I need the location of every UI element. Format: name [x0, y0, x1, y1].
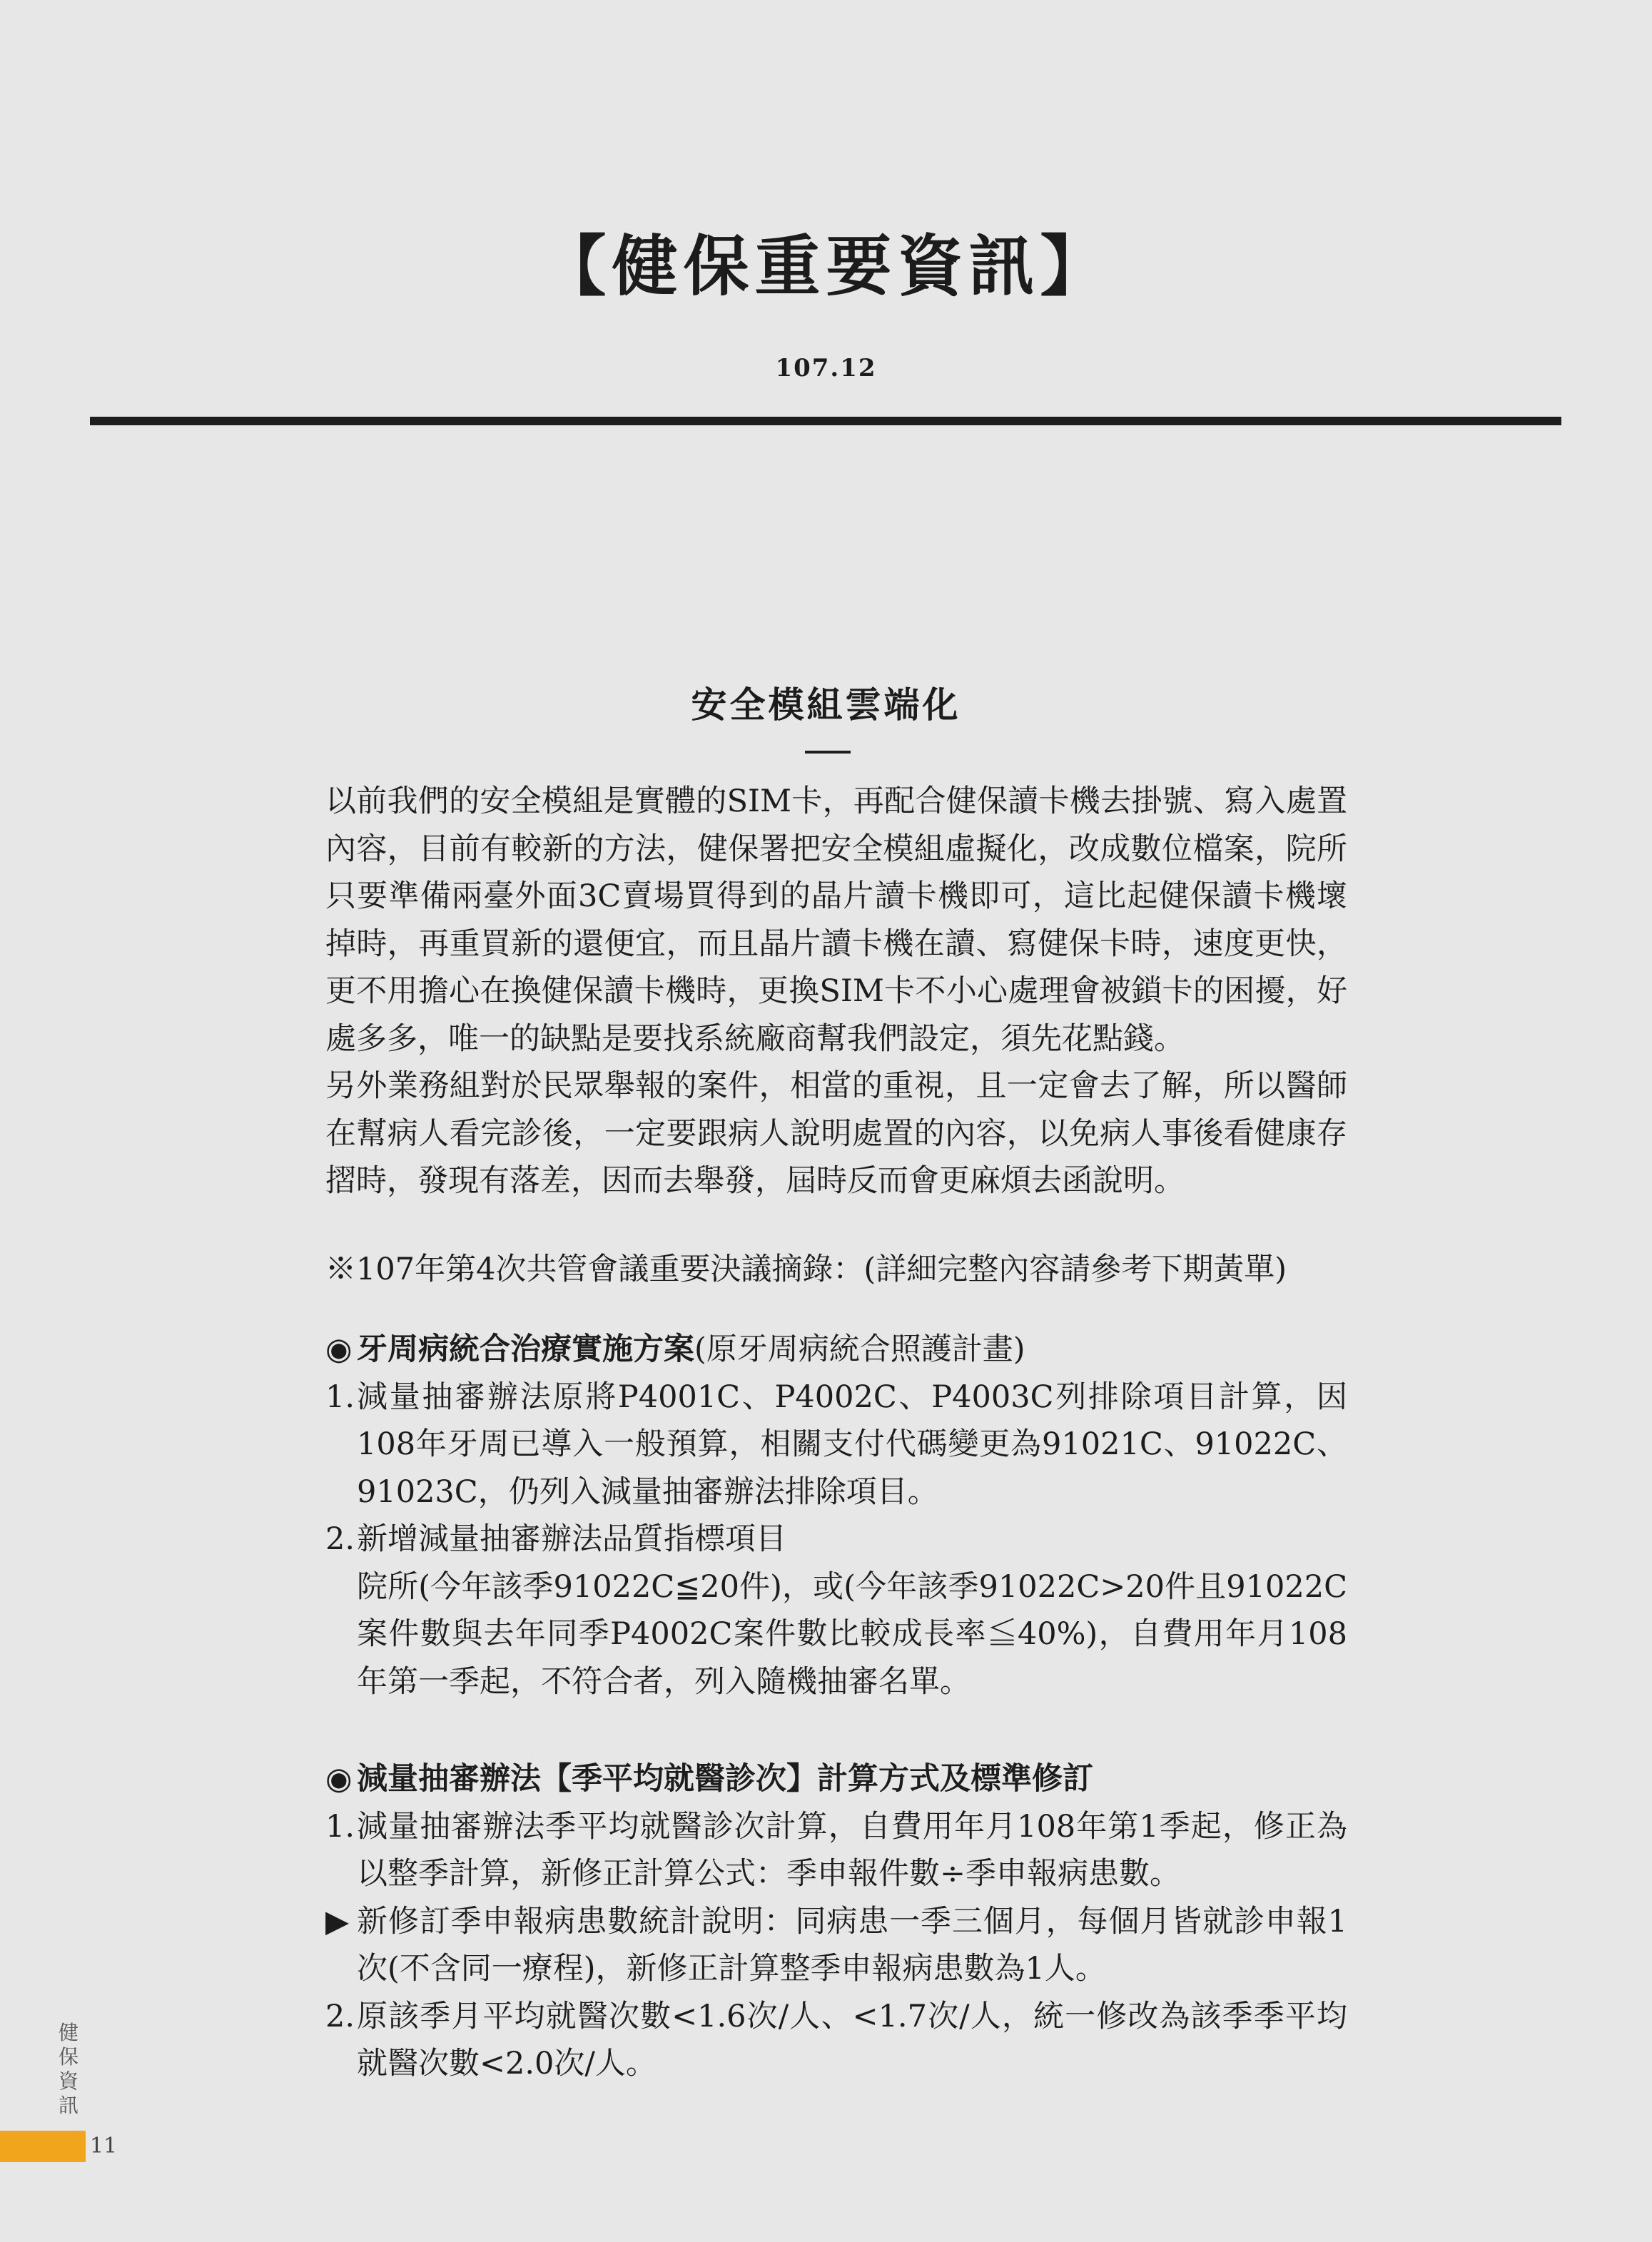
page-accent-bar: [0, 2131, 86, 2162]
section-heading-note: (原牙周病統合照護計畫): [694, 1331, 1025, 1367]
list-item: [325, 1516, 1347, 1563]
item-text: 新修訂季申報病患數統計說明：同病患一季三個月，每個月皆就診申報1次(不含同一療程)，新修正計算整季申報病患數為1人。: [357, 1903, 1347, 1987]
article-paragraph: 另外業務組對於民眾舉報的案件，相當的重視，且一定會去了解，所以醫師在幫病人看完診後，一定要跟病人說明處置的內容，以免病人事後看健康存摺時，發現有落差，因而去舉發，屆時反而會更麻煩去函說明。: [325, 1068, 1347, 1199]
header-divider: [90, 417, 1561, 425]
item-number: 1.: [325, 1808, 355, 1845]
item-text: 原該季月平均就醫次數<1.6次/人、<1.7次/人，統一修改為該季季平均就醫次數<2.0次/人。: [357, 1998, 1347, 2081]
side-section-label: 健保資訊: [58, 2021, 78, 2117]
page-title: 【健保重要資訊】: [540, 228, 1112, 305]
item-text: 院所(今年該季91022C≦20件)，或(今年該季91022C>20件且91022C案件數與去年同季P4002C案件數比較成長率≦40%)，自費用年月108年第一季起，不符合者，列入隨機抽審名單。: [357, 1568, 1347, 1700]
item-number: 1.: [325, 1379, 355, 1415]
page-number: 11: [90, 2134, 118, 2159]
issue-date: 107.12: [775, 354, 877, 382]
item-text: 新增減量抽審辦法品質指標項目: [357, 1521, 786, 1557]
article-paragraph: 以前我們的安全模組是實體的SIM卡，再配合健保讀卡機去掛號、寫入處置內容，目前有較新的方法，健保署把安全模組虛擬化，改成數位檔案，院所只要準備兩臺外面3C賣場買得到的晶片讀卡機即可，這比起健保讀卡機壞掉時，再重買新的還便宜，而且晶片讀卡機在讀、寫健保卡時，速度更快，更不用擔心在換健保讀卡機時，更換SIM卡不小心處理會被鎖卡的困擾，好處多多，唯一的缺點是要找系統廠商幫我們設定，須先花點錢。: [325, 783, 1347, 1057]
arrow-marker: ▶: [325, 1903, 350, 1939]
section-heading-bold: 牙周病統合治療實施方案: [357, 1331, 694, 1367]
list-item: [325, 1374, 1347, 1516]
article-body: [325, 778, 1347, 1205]
article-title: 安全模組雲端化: [691, 684, 961, 726]
item-number: 2.: [325, 1998, 355, 2034]
list-item: [325, 1803, 1347, 1898]
section-heading: [325, 1326, 1347, 1374]
list-item: [325, 1563, 1347, 1706]
section-heading: [325, 1755, 1347, 1803]
item-text: 減量抽審辦法原將P4001C、P4002C、P4003C列排除項目計算，因108年牙周已導入一般預算，相關支付代碼變更為91021C、91022C、91023C，仍列入減量抽審辦法排除項目。: [357, 1379, 1347, 1510]
bullet-marker: ◉: [325, 1331, 353, 1367]
item-text: 減量抽審辦法季平均就醫診次計算，自費用年月108年第1季起，修正為以整季計算，新修正計算公式：季申報件數÷季申報病患數。: [357, 1808, 1347, 1892]
section-heading-bold: 減量抽審辦法【季平均就醫診次】計算方式及標準修訂: [357, 1761, 1093, 1797]
item-number: [325, 1563, 357, 1706]
list-item: [325, 1993, 1347, 2088]
meeting-note: ※107年第4次共管會議重要決議摘錄：(詳細完整內容請參考下期黃單): [325, 1252, 1287, 1287]
list-item: [325, 1898, 1347, 1993]
title-underline: [805, 751, 851, 754]
section-periodontal: [325, 1326, 1347, 1705]
item-number: 2.: [325, 1521, 355, 1557]
section-review-method: [325, 1755, 1347, 2088]
bullet-marker: ◉: [325, 1761, 353, 1797]
